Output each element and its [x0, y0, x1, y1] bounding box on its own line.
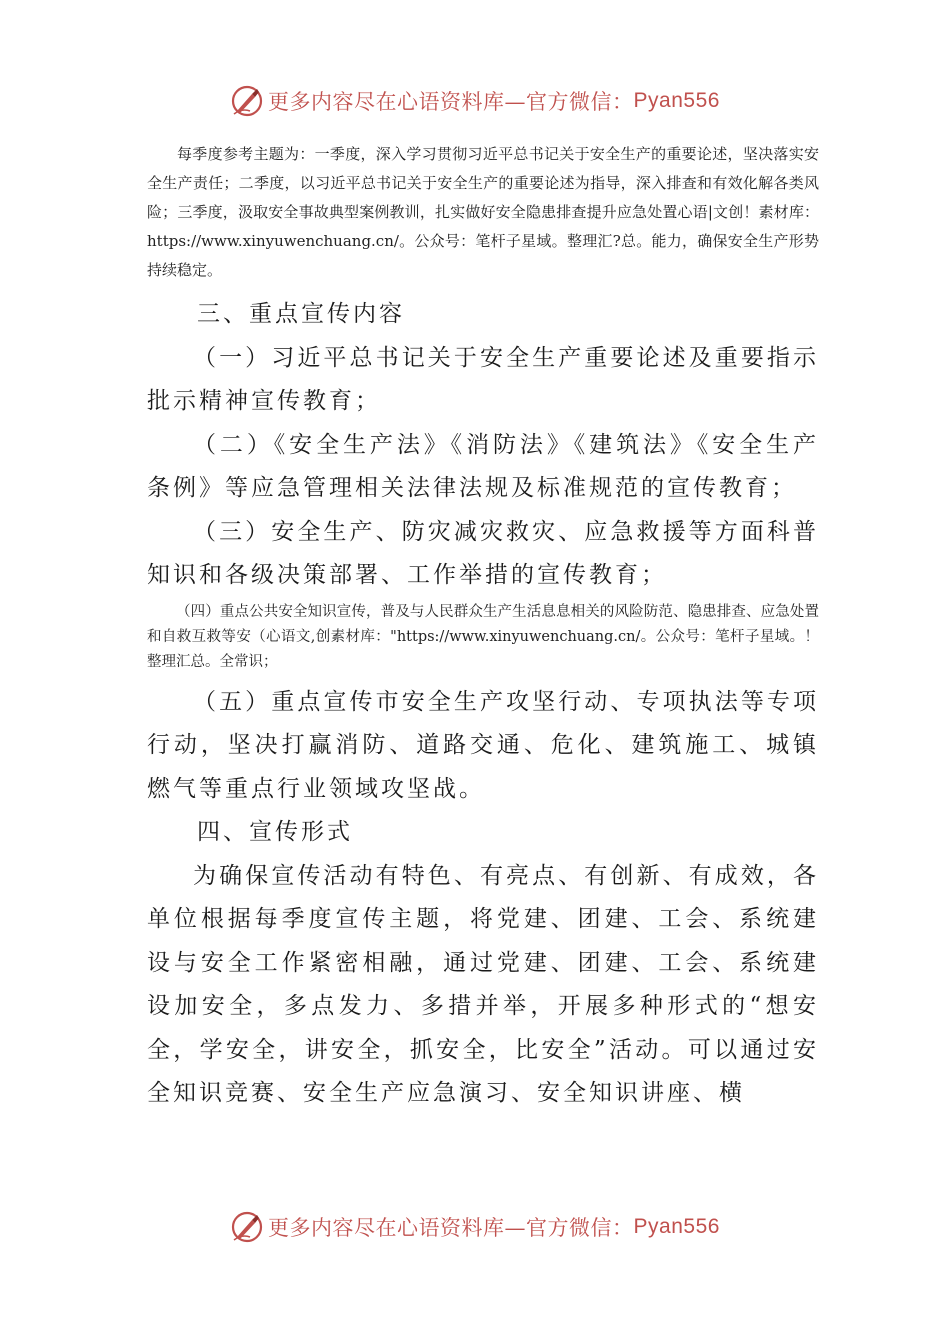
pen-logo-icon: [230, 1210, 264, 1244]
wechat-id: Pyan556: [633, 89, 720, 112]
publicity-form-paragraph: 为确保宣传活动有特色、有亮点、有创新、有成效，各单位根据每季度宣传主题，将党建、团建、工会、系统建设与安全工作紧密相融，通过党建、团建、工会、系统建设加安全，多点发力、多措并举，开展多种形式的“想安全，学安全，讲安全，抓安全，比安全”活动。可以通过安全知识竞赛、安全生产应急演习、安全知识讲座、横: [147, 862, 819, 1106]
content-item-4: （四）重点公共安全知识宣传，普及与人民群众生产生活息息相关的风险防范、隐患排查、应急处置和自救互救等安（心语文,创素材库："https://www.xinyuwenchuang.cn/。公众号：笔杆子星域。！整理汇总。全常识；: [147, 603, 819, 670]
pen-logo-icon: [230, 84, 264, 118]
banner-text: 更多内容尽在心语资料库—官方微信：: [268, 90, 634, 114]
content-item-2: （二）《安全生产法》《消防法》《建筑法》《安全生产条例》等应急管理相关法律法规及标准规范的宣传教育；: [147, 431, 819, 501]
section-heading-3: 三、重点宣传内容: [197, 301, 405, 327]
footer-banner: [0, 1210, 950, 1244]
content-item-3: （三）安全生产、防灾减灾救灾、应急救援等方面科普知识和各级决策部署、工作举措的宣传教育；: [147, 518, 819, 588]
document-body: [147, 140, 819, 1116]
quarterly-themes-paragraph: 每季度参考主题为：一季度，深入学习贯彻习近平总书记关于安全生产的重要论述，坚决落实安全生产责任；二季度，以习近平总书记关于安全生产的重要论述为指导，深入排查和有效化解各类风险；三季度，汲取安全事故典型案例教训，扎实做好安全隐患排查提升应急处置心语|文创！素材库：https://www.xinyuwenchuang.cn/。公众号：笔杆子星域。整理汇?总。能力，确保安全生产形势持续稳定。: [147, 145, 819, 279]
content-item-1: （一）习近平总书记关于安全生产重要论述及重要指示批示精神宣传教育；: [147, 344, 819, 414]
banner-text: 更多内容尽在心语资料库—官方微信：: [268, 1216, 634, 1240]
section-heading-4: 四、宣传形式: [197, 819, 353, 845]
content-item-5: （五）重点宣传市安全生产攻坚行动、专项执法等专项行动，坚决打赢消防、道路交通、危化、建筑施工、城镇燃气等重点行业领域攻坚战。: [147, 688, 819, 802]
header-banner: [0, 84, 950, 118]
wechat-id: Pyan556: [633, 1215, 720, 1238]
